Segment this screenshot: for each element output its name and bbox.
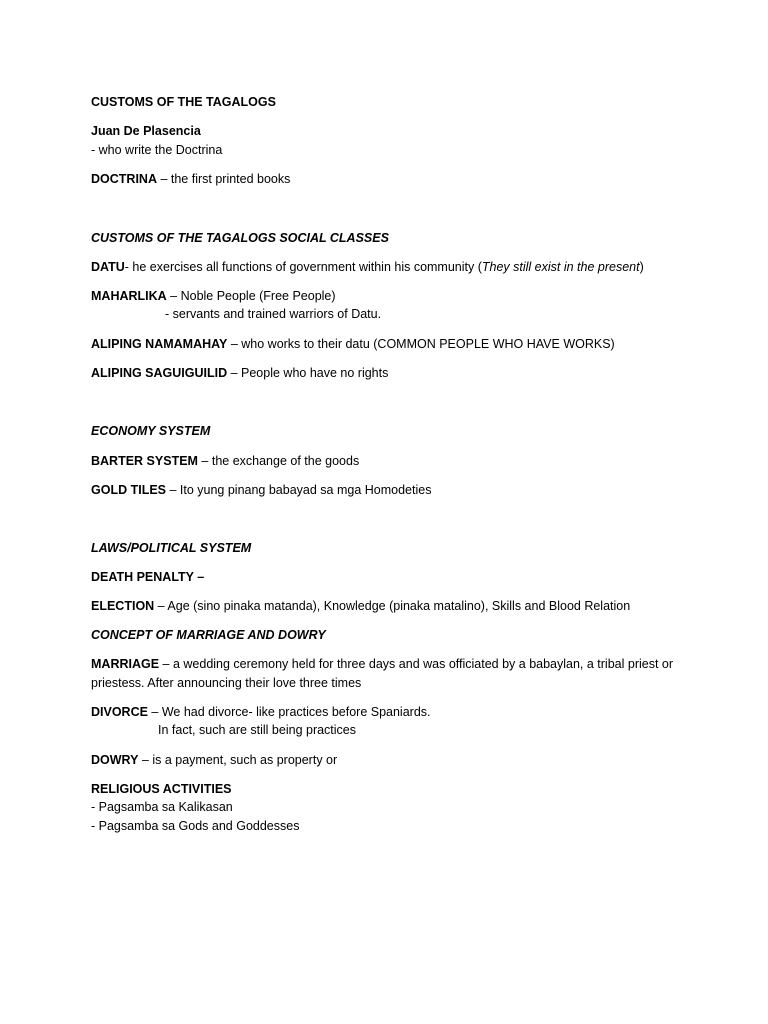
dowry-term: DOWRY <box>91 753 139 767</box>
divorce-entry <box>91 704 431 720</box>
datu-close: ) <box>639 260 644 274</box>
dowry-entry <box>91 752 337 768</box>
gold-tiles-definition: – Ito yung pinang babayad sa mga Homodeties <box>166 483 432 497</box>
author-name: Juan De Plasencia <box>91 124 201 138</box>
death-penalty-term: DEATH PENALTY – <box>91 570 205 584</box>
laws-heading: LAWS/POLITICAL SYSTEM <box>91 541 252 555</box>
gold-tiles-entry <box>91 482 431 498</box>
barter-term: BARTER SYSTEM <box>91 454 198 468</box>
maharlika-entry <box>91 288 336 304</box>
datu-entry <box>91 259 644 275</box>
election-definition: – Age (sino pinaka matanda), Knowledge (pinaka matalino), Skills and Blood Relation <box>154 599 631 613</box>
saguiguilid-definition: – People who have no rights <box>227 366 389 380</box>
dowry-definition: – is a payment, such as property or <box>138 753 338 767</box>
divorce-continuation: In fact, such are still being practices <box>158 723 357 737</box>
religious-item: - Pagsamba sa Gods and Goddesses <box>91 819 300 833</box>
namamahay-term: ALIPING NAMAMAHAY <box>91 337 228 351</box>
author-note: - who write the Doctrina <box>91 143 223 157</box>
economy-heading: ECONOMY SYSTEM <box>91 424 211 438</box>
namamahay-entry <box>91 336 615 352</box>
marriage-term: MARRIAGE <box>91 657 160 671</box>
religious-item: - Pagsamba sa Kalikasan <box>91 800 233 814</box>
saguiguilid-term: ALIPING SAGUIGUILID <box>91 366 228 380</box>
election-entry <box>91 598 630 614</box>
doctrina-entry <box>91 171 290 187</box>
document-title: CUSTOMS OF THE TAGALOGS <box>91 95 276 109</box>
datu-definition: - he exercises all functions of government within his community ( <box>124 260 482 274</box>
social-classes-heading: CUSTOMS OF THE TAGALOGS SOCIAL CLASSES <box>91 231 389 245</box>
datu-note: They still exist in the present <box>481 260 640 274</box>
election-term: ELECTION <box>91 599 155 613</box>
marriage-continuation: priestess. After announcing their love three times <box>91 676 362 690</box>
religious-heading: RELIGIOUS ACTIVITIES <box>91 782 232 796</box>
maharlika-subnote: - servants and trained warriors of Datu. <box>165 307 382 321</box>
datu-term: DATU <box>91 260 125 274</box>
doctrina-term: DOCTRINA <box>91 172 157 186</box>
barter-entry <box>91 453 359 469</box>
divorce-definition: – We had divorce- like practices before Spaniards. <box>147 705 431 719</box>
doctrina-definition: – the first printed books <box>156 172 291 186</box>
marriage-heading: CONCEPT OF MARRIAGE AND DOWRY <box>91 628 326 642</box>
marriage-entry <box>91 656 673 672</box>
namamahay-definition: – who works to their datu (COMMON PEOPLE WHO HAVE WORKS) <box>227 337 615 351</box>
maharlika-term: MAHARLIKA <box>91 289 167 303</box>
barter-definition: – the exchange of the goods <box>197 454 360 468</box>
maharlika-definition: – Noble People (Free People) <box>166 289 336 303</box>
saguiguilid-entry <box>91 365 388 381</box>
marriage-definition: – a wedding ceremony held for three days and was officiated by a babaylan, a tribal priest or <box>159 657 674 671</box>
divorce-term: DIVORCE <box>91 705 148 719</box>
gold-tiles-term: GOLD TILES <box>91 483 166 497</box>
